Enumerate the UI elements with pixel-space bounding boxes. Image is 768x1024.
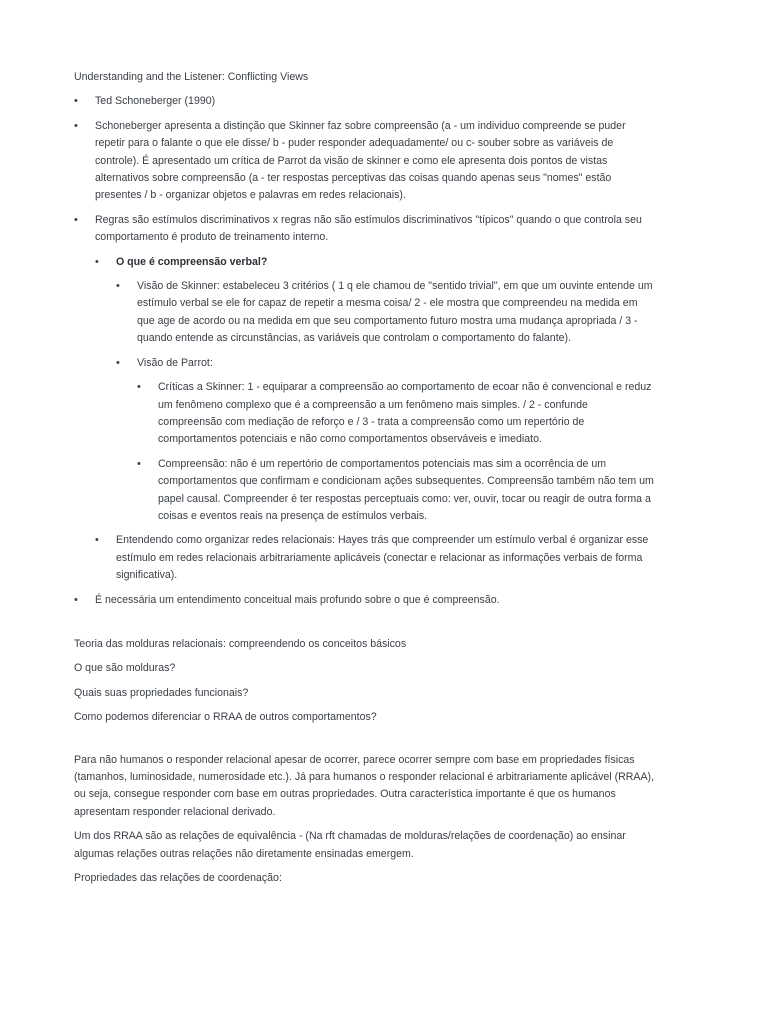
list-item-text: Compreensão: não é um repertório de comportamentos potenciais mas sim a ocorrência de um comportamentos que confirmam e condicionam ações subsequentes. Compreensão também não tem um papel causal. Compreender é ter respostas perceptuais como: ver, ouvir, tocar ou reagir de outra forma a coisas e eventos reais na presença de estímulos verbais. <box>158 457 654 522</box>
bullet-icon <box>137 456 141 473</box>
list-item <box>74 212 654 585</box>
list-item <box>74 118 654 205</box>
document-title: Understanding and the Listener: Conflicting Views <box>74 71 309 83</box>
list-item-text: Entendendo como organizar redes relacionais: Hayes trás que compreender um estímulo verbal é organizar esse estímulo em redes relacionais arbitrariamente aplicáveis (conectar e relacionar as informações verbais de forma significativa). <box>116 534 649 582</box>
nested-bullet-list <box>95 254 654 585</box>
bullet-icon <box>74 118 78 135</box>
paragraph: Para não humanos o responder relacional apesar de ocorrer, parece ocorrer sempre com base em propriedades físicas (tamanhos, luminosidade, numerosidade etc.). Já para humanos o responder relacional é arbitrariamente aplicável (RRAA), ou seja, consegue responder com base em outras propriedades. Outra característica importante é que os humanos apresentam responder relacional derivado. <box>74 753 655 818</box>
list-item-text: Schoneberger apresenta a distinção que Skinner faz sobre compreensão (a - um individuo compreende se puder repetir para o falante o que ele disse/ b - puder responder adequadamente/ ou c- souber sobre as variáveis de controle). É apresentado um crítica de Parrot da visão de skinner e como ele apresenta dois pontos de vistas alternativos sobre compreensão (a - ter respostas perceptivas das coisas quando apenas seus "nomes" estão presentes / b - organizar objetos e palavras em redes relacionais). <box>95 119 626 202</box>
nested-bullet-list <box>116 278 654 525</box>
list-item-text: Visão de Parrot: <box>137 356 213 369</box>
nested-bullet-list <box>137 379 654 525</box>
list-item-text: É necessária um entendimento conceitual mais profundo sobre o que é compreensão. <box>95 593 500 606</box>
list-item-text: Críticas a Skinner: 1 - equiparar a compreensão ao comportamento de ecoar não é convencional e reduz um fenômeno complexo que é a compreensão a um fenômeno mais simples. / 2 - confunde compreensão com mediação de reforço e / 3 - trata a compreensão como um repertório de comportamentos potenciais e não como comportamentos observáveis e imediato. <box>158 381 652 446</box>
bullet-icon <box>74 93 78 110</box>
question-text: Quais suas propriedades funcionais? <box>74 686 249 699</box>
list-item <box>137 379 654 449</box>
bullet-icon <box>137 379 141 396</box>
list-item <box>116 355 654 526</box>
explanation-section <box>74 752 654 888</box>
bullet-icon <box>74 592 78 609</box>
list-item <box>95 532 654 584</box>
paragraph: Um dos RRAA são as relações de equivalência - (Na rft chamadas de molduras/relações de coordenação) ao ensinar algumas relações outras relações não diretamente ensinadas emergem. <box>74 830 626 860</box>
document-page <box>74 69 654 894</box>
list-item <box>95 254 654 526</box>
list-item-text: Ted Schoneberger (1990) <box>95 95 216 108</box>
bullet-icon <box>74 212 78 229</box>
bullet-icon <box>95 254 99 271</box>
list-item <box>137 456 654 526</box>
section-heading: Teoria das molduras relacionais: compreendendo os conceitos básicos <box>74 637 407 650</box>
bullet-icon <box>116 355 120 372</box>
question-text: Como podemos diferenciar o RRAA de outros comportamentos? <box>74 711 377 724</box>
rft-section <box>74 636 654 727</box>
bullet-icon <box>95 532 99 549</box>
bullet-icon <box>116 278 120 295</box>
list-item-text: Visão de Skinner: estabeleceu 3 critérios ( 1 q ele chamou de "sentido trivial", em que um ouvinte entende um estímulo verbal se ele for capaz de repetir a mesma coisa/ 2 - ele mostra que compreendeu na medida em que age de acordo ou na medida em que seu comportamento futuro mostra uma mudança apropriada / 3 - quando entende as circunstâncias, as variáveis que controlam o comportamento do falante). <box>137 280 653 345</box>
list-item-text: Regras são estímulos discriminativos x regras não são estímulos discriminativos "típicos" quando o que controla seu comportamento é produto de treinamento interno. <box>95 213 642 244</box>
question-text: O que são molduras? <box>74 662 176 675</box>
main-bullet-list <box>74 93 654 609</box>
list-item-heading: O que é compreensão verbal? <box>116 255 268 268</box>
list-item <box>116 278 654 348</box>
paragraph: Propriedades das relações de coordenação: <box>74 872 282 885</box>
list-item <box>74 592 654 609</box>
list-item <box>74 93 654 110</box>
